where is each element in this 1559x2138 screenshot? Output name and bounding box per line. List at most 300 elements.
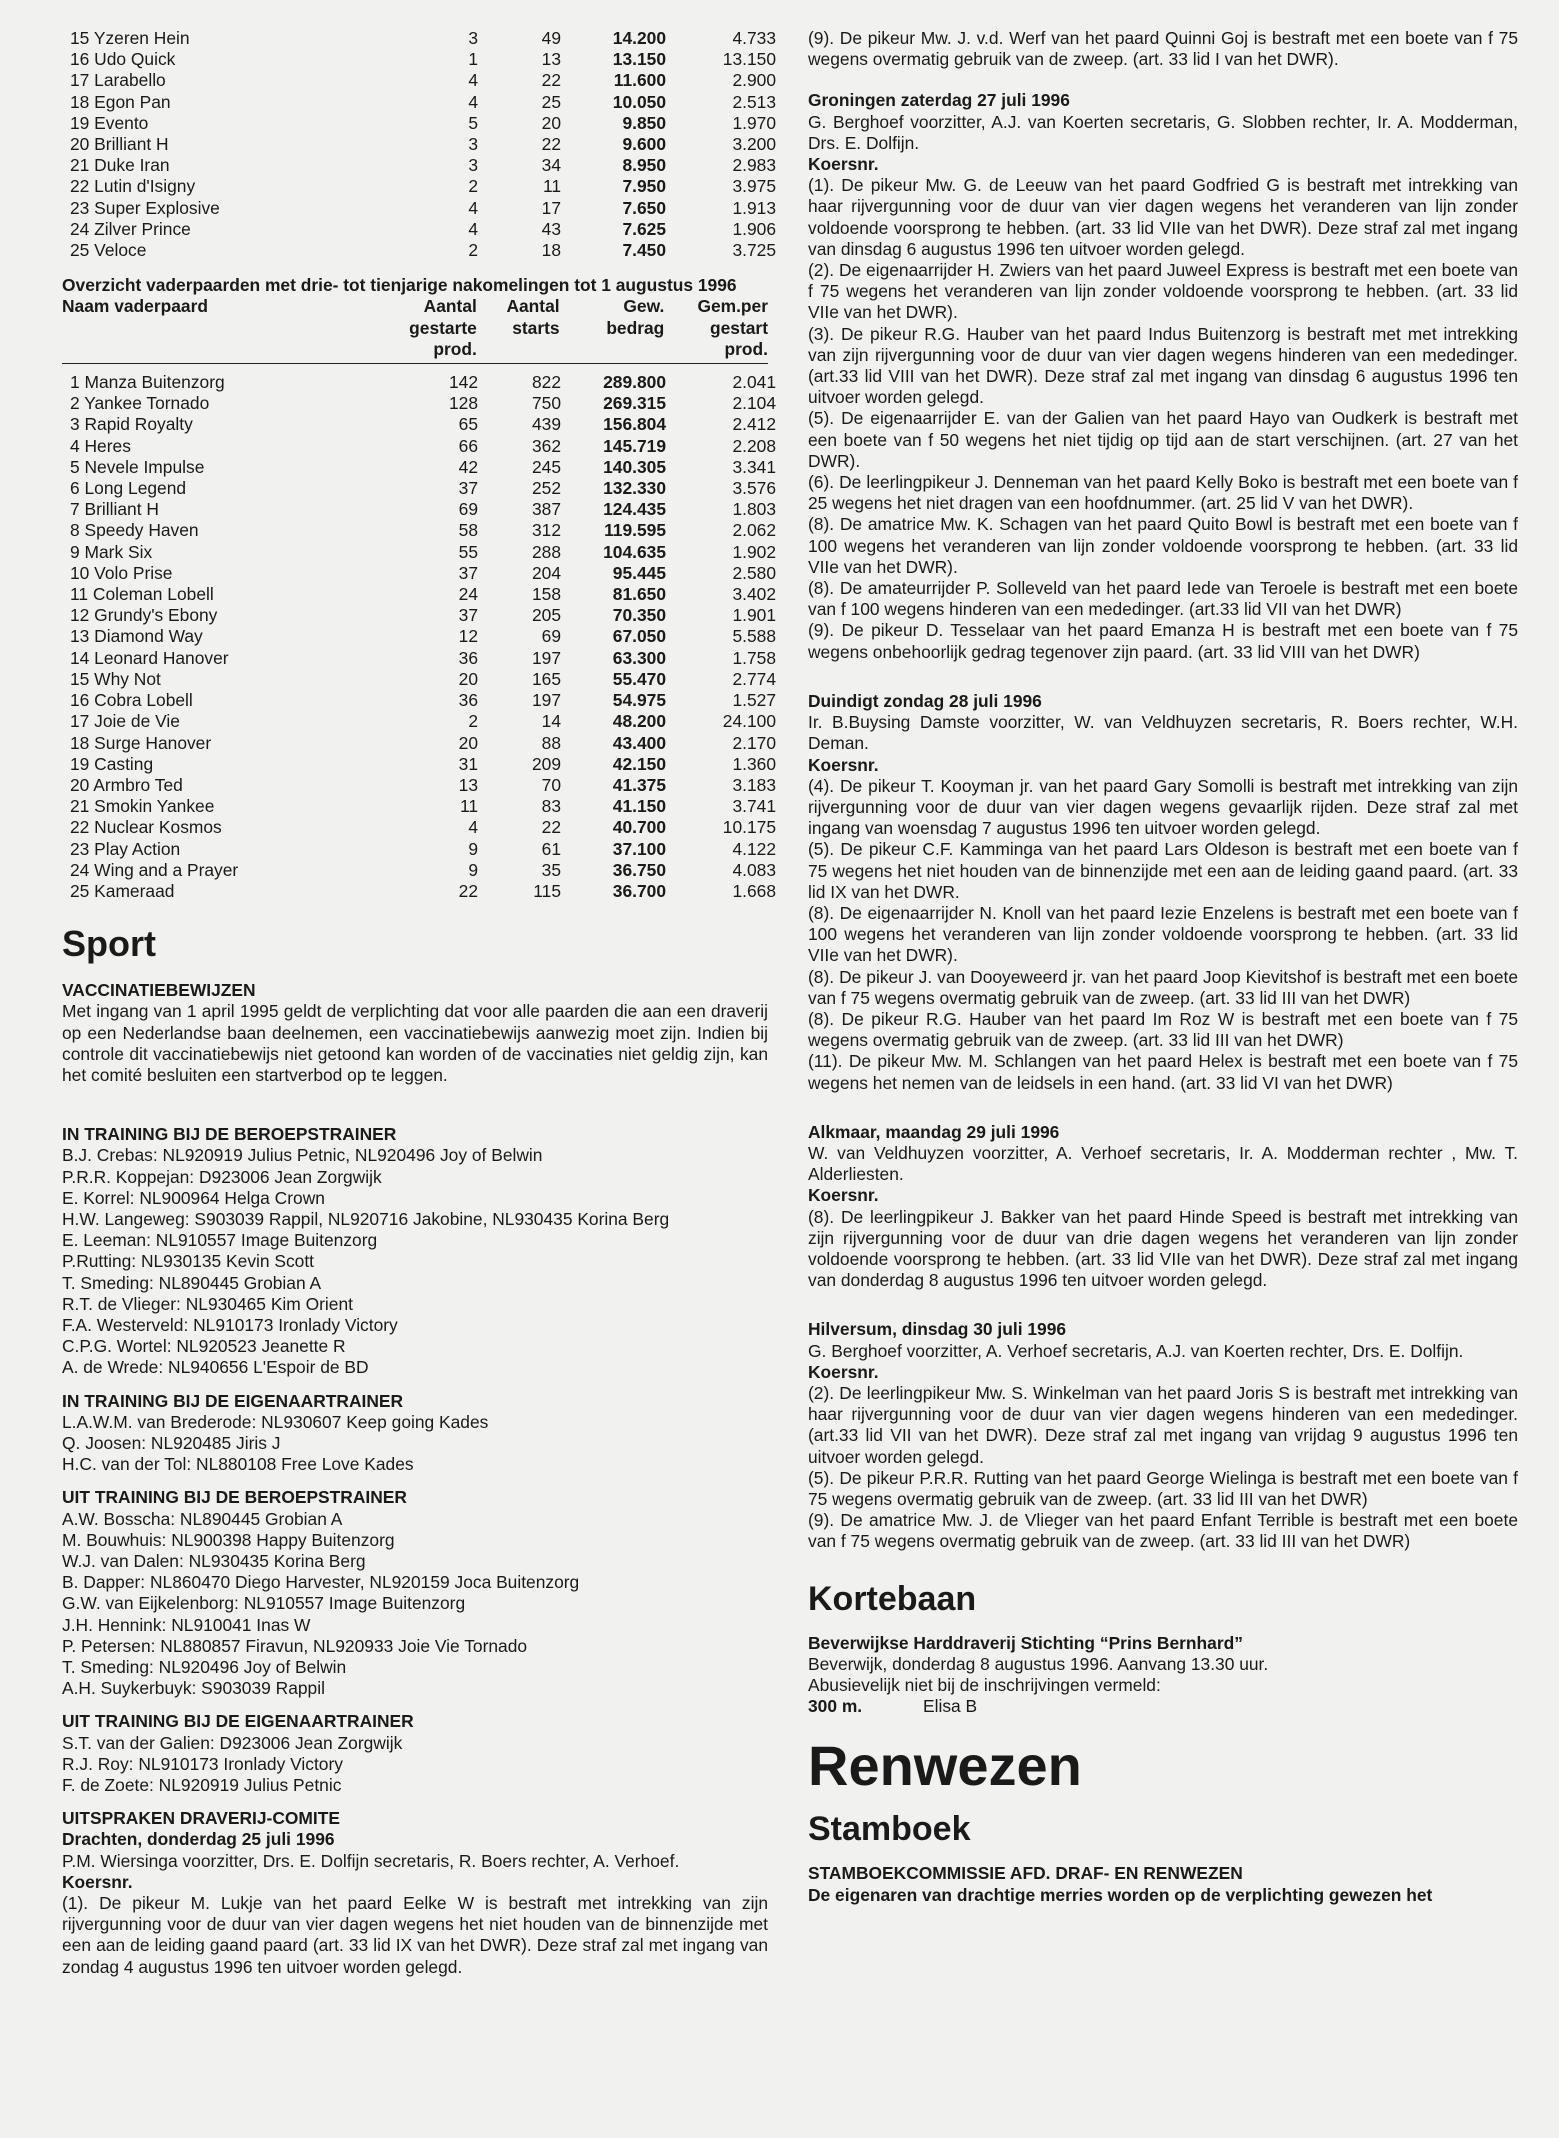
ruling-item: (11). De pikeur Mw. M. Schlangen van het paard Helex is bestraft met een boete van f 75 wegens het nemen van de leidsels in een hand. (art. 33 lid VI van het DWR) — [808, 1051, 1518, 1093]
training-block-title: UIT TRAINING BIJ DE EIGENAARTRAINER — [62, 1711, 414, 1732]
session-title: Alkmaar, maandag 29 juli 1996 — [808, 1121, 1060, 1142]
starts: 439 — [531, 414, 561, 435]
uitspraken-heading: UITSPRAKEN DRAVERIJ-COMITE — [62, 1808, 340, 1829]
ruling-item: (2). De leerlingpikeur Mw. S. Winkelman van het paard Joris S is bestraft met intrekking van haar rijvergunning voor de duur van vier dagen wegens hinderen van een mededinger. (art.33 lid VII van het DWR). Deze straf zal met ingang van vrijdag 9 augustus 1996 ten uitvoer worden gelegd. — [808, 1382, 1518, 1467]
earnings: 10.050 — [612, 91, 666, 112]
started-offspring: 2 — [468, 240, 478, 261]
drachten-heading: Drachten, donderdag 25 juli 1996 — [62, 1829, 335, 1850]
sire-name: 15 Yzeren Hein — [70, 28, 190, 48]
training-block — [62, 1124, 768, 1378]
session-title: Groningen zaterdag 27 juli 1996 — [808, 90, 1070, 111]
earnings: 140.305 — [603, 456, 666, 477]
training-block — [62, 1711, 768, 1796]
sport-heading: Sport — [62, 923, 156, 965]
average: 5.588 — [732, 626, 776, 647]
earnings: 36.700 — [612, 880, 666, 901]
table-row — [62, 92, 782, 113]
starts: 822 — [531, 372, 561, 393]
kortebaan-date-line: Beverwijk, donderdag 8 augustus 1996. Aanvang 13.30 uur. — [808, 1653, 1269, 1674]
ruling-item: (4). De pikeur T. Kooyman jr. van het paard Gary Somolli is bestraft met intrekking van zijn rijvergunning voor de duur van vier dagen wegens gevaarlijk rijden. Deze straf zal met ingang van woensdag 7 augustus 1996 ten uitvoer worden gelegd. — [808, 775, 1518, 839]
sire-name: 25 Kameraad — [70, 880, 175, 901]
starts: 70 — [541, 774, 561, 795]
started-offspring: 3 — [468, 134, 478, 155]
average: 2.041 — [732, 372, 776, 393]
earnings: 54.975 — [612, 690, 666, 711]
sire-name: 15 Why Not — [70, 668, 161, 689]
average: 3.576 — [732, 478, 776, 499]
training-block — [62, 1391, 768, 1476]
average: 2.170 — [732, 732, 776, 753]
training-entry: A.H. Suykerbuyk: S903039 Rappil — [62, 1678, 325, 1699]
starts: 115 — [533, 880, 561, 901]
starts: 288 — [531, 541, 561, 562]
continued-rulings — [808, 28, 1518, 70]
earnings: 119.595 — [604, 520, 666, 541]
table-row — [62, 796, 782, 817]
earnings: 9.850 — [622, 112, 666, 133]
starts: 252 — [531, 478, 561, 499]
table-row — [62, 669, 782, 690]
kortebaan-distance: 300 m. — [808, 1696, 863, 1717]
started-offspring: 20 — [458, 668, 478, 689]
earnings: 124.435 — [603, 499, 666, 520]
training-entry: T. Smeding: NL890445 Grobian A — [62, 1272, 322, 1293]
table-row — [62, 219, 782, 240]
started-offspring: 22 — [458, 880, 478, 901]
sire-name: 17 Joie de Vie — [70, 711, 180, 732]
overview-header-row — [62, 296, 768, 364]
earnings: 63.300 — [612, 647, 666, 668]
training-entry: P.R.R. Koppejan: D923006 Jean Zorgwijk — [62, 1166, 382, 1187]
starts: 22 — [541, 70, 561, 91]
started-offspring: 3 — [468, 28, 478, 48]
table-row — [62, 372, 782, 393]
earnings: 37.100 — [612, 838, 666, 859]
average: 1.803 — [732, 499, 776, 520]
starts: 197 — [531, 647, 561, 668]
starts: 158 — [531, 584, 561, 605]
stamboek-text: De eigenaren van drachtige merries worden op de verplichting gewezen het — [808, 1884, 1433, 1905]
earnings: 43.400 — [612, 732, 666, 753]
ruling-item: (2). De eigenaarrijder H. Zwiers van het paard Juweel Express is bestraft met een boete van f 75 wegens het veranderen van lijn zonder voldoende voorsprong te hebben. (art. 33 lid VIIe van het DWR). — [808, 260, 1518, 323]
starts: 35 — [541, 859, 561, 880]
started-offspring: 9 — [468, 859, 478, 880]
header-name: Naam vaderpaard — [62, 296, 208, 317]
session-title: Duindigt zondag 28 juli 1996 — [808, 690, 1042, 711]
table-row — [62, 626, 782, 647]
starts: 22 — [541, 134, 561, 155]
starts: 25 — [541, 91, 561, 112]
started-offspring: 36 — [458, 647, 478, 668]
average: 2.104 — [732, 393, 776, 414]
table-row — [62, 733, 782, 754]
started-offspring: 12 — [458, 626, 478, 647]
overview-table — [62, 372, 782, 902]
ruling-item: (5). De eigenaarrijder E. van der Galien van het paard Hayo van Oudkerk is bestraft met een boete van f 50 wegens het niet tijdig op tijd aan de start verschijnen. (art. 27 van het DWR). — [808, 408, 1518, 471]
session-committee: G. Berghoef voorzitter, A. Verhoef secretaris, A.J. van Koerten rechter, Drs. E. Dolfijn. — [808, 1340, 1464, 1361]
earnings: 41.150 — [612, 796, 666, 817]
starts: 43 — [541, 218, 561, 239]
average: 1.758 — [732, 647, 776, 668]
training-entry: S.T. van der Galien: D923006 Jean Zorgwijk — [62, 1732, 403, 1753]
training-entry: E. Korrel: NL900964 Helga Crown — [62, 1187, 325, 1208]
started-offspring: 3 — [468, 155, 478, 176]
earnings: 104.635 — [603, 541, 666, 562]
started-offspring: 37 — [458, 605, 478, 626]
starts: 750 — [531, 393, 561, 414]
table-row — [62, 436, 782, 457]
table-row — [62, 49, 782, 70]
starts: 18 — [541, 240, 561, 261]
sire-name: 12 Grundy's Ebony — [70, 605, 218, 626]
earnings: 269.315 — [603, 393, 666, 414]
average: 2.208 — [732, 435, 776, 456]
header-earnings: Gew. bedrag — [606, 296, 665, 338]
sire-name: 19 Casting — [70, 753, 154, 774]
training-entry: A.W. Bosscha: NL890445 Grobian A — [62, 1508, 343, 1529]
training-entry: R.J. Roy: NL910173 Ironlady Victory — [62, 1753, 343, 1774]
stamboek-subheading: STAMBOEKCOMMISSIE AFD. DRAF- EN RENWEZEN — [808, 1863, 1243, 1884]
earnings: 36.750 — [612, 859, 666, 880]
sire-name: 5 Nevele Impulse — [70, 456, 205, 477]
ruling-item: (9). De amatrice Mw. J. de Vlieger van het paard Enfant Terrible is bestraft met een boete van f 75 wegens overmatig gebruik van de zweep. (art. 33 lid III van het DWR) — [808, 1510, 1518, 1552]
sire-name: 24 Zilver Prince — [70, 218, 191, 239]
sire-name: 3 Rapid Royalty — [70, 414, 193, 435]
training-entry: B.J. Crebas: NL920919 Julius Petnic, NL920496 Joy of Belwin — [62, 1145, 543, 1166]
sire-name: 18 Surge Hanover — [70, 732, 212, 753]
started-offspring: 128 — [448, 393, 478, 414]
earnings: 48.200 — [612, 711, 666, 732]
average: 13.150 — [722, 49, 776, 70]
earnings: 7.625 — [622, 218, 666, 239]
table-row — [62, 70, 782, 91]
earnings: 145.719 — [603, 435, 666, 456]
starts: 17 — [541, 197, 561, 218]
average: 3.402 — [732, 584, 776, 605]
started-offspring: 4 — [468, 817, 478, 838]
starts: 205 — [531, 605, 561, 626]
training-block-title: IN TRAINING BIJ DE EIGENAARTRAINER — [62, 1390, 404, 1411]
training-block — [62, 1487, 768, 1699]
earnings: 67.050 — [612, 626, 666, 647]
started-offspring: 4 — [468, 70, 478, 91]
average: 2.900 — [732, 70, 776, 91]
ruling-item: (8). De pikeur R.G. Hauber van het paard Im Roz W is bestraft met een boete van f 75 wegens overmatig gebruik van de zweep. (art. 33 lid III van het DWR) — [808, 1008, 1518, 1051]
average: 2.774 — [732, 668, 776, 689]
average: 3.741 — [732, 796, 776, 817]
kortebaan-entry — [808, 1696, 1518, 1717]
earnings: 70.350 — [612, 605, 666, 626]
sire-name: 13 Diamond Way — [70, 626, 203, 647]
earnings: 14.200 — [612, 28, 666, 48]
starts: 83 — [541, 796, 561, 817]
starts: 312 — [531, 520, 561, 541]
header-starts: Aantal starts — [506, 296, 560, 338]
training-entry: Q. Joosen: NL920485 Jiris J — [62, 1432, 281, 1453]
starts: 165 — [531, 668, 561, 689]
starts: 362 — [531, 435, 561, 456]
average: 1.360 — [732, 753, 776, 774]
average: 2.580 — [732, 562, 776, 583]
vaccination-text: Met ingang van 1 april 1995 geldt de verplichting dat voor alle paarden die aan een draverij op een Nederlandse baan deelnemen, een vaccinatiebewijs aanwezig moet zijn. Indien bij controle dit vaccinatiebewijs niet getoond kan worden of de vaccinaties niet geldig zijn, kan het comité besluiten een startverbod op te leggen. — [62, 1001, 768, 1085]
table-row — [62, 414, 782, 435]
started-offspring: 4 — [468, 197, 478, 218]
training-entry: G.W. van Eijkelenborg: NL910557 Image Buitenzorg — [62, 1593, 466, 1614]
starts: 88 — [541, 732, 561, 753]
sire-name: 23 Play Action — [70, 838, 181, 859]
ruling-item: (9). De pikeur Mw. J. v.d. Werf van het paard Quinni Goj is bestraft met een boete van f 75 wegens overmatig gebruik van de zweep. (art. 33 lid I van het DWR). — [808, 28, 1518, 70]
starts: 49 — [541, 28, 561, 48]
started-offspring: 24 — [458, 584, 478, 605]
training-entry: L.A.W.M. van Brederode: NL930607 Keep going Kades — [62, 1411, 489, 1432]
table-row — [62, 457, 782, 478]
session-committee: Ir. B.Buysing Damste voorzitter, W. van Veldhuyzen secretaris, R. Boers rechter, W.H. Deman. — [808, 712, 1518, 754]
average: 3.200 — [732, 134, 776, 155]
table-row — [62, 393, 782, 414]
starts: 20 — [541, 112, 561, 133]
ruling-item: (1). De pikeur Mw. G. de Leeuw van het paard Godfried G is bestraft met intrekking van haar rijvergunning voor de duur van vier dagen wegens het veranderen van lijn zonder voldoende voorsprong te hebben. (art. 33 lid VIIe van het DWR). Deze straf zal met ingang van dinsdag 6 augustus 1996 ten uitvoer worden gelegd. — [808, 175, 1518, 259]
starts: 197 — [531, 690, 561, 711]
kortebaan-horse: Elisa B — [923, 1696, 978, 1717]
started-offspring: 2 — [468, 176, 478, 197]
table-row — [62, 198, 782, 219]
table-row — [62, 817, 782, 838]
ruling-item: (8). De amatrice Mw. K. Schagen van het paard Quito Bowl is bestraft met een boete van f 100 wegens het veranderen van lijn zonder voldoende voorsprong te hebben. (art. 33 lid VIIe van het DWR). — [808, 514, 1518, 577]
average: 3.341 — [732, 456, 776, 477]
ruling-item: (8). De amateurrijder P. Solleveld van het paard Iede van Teroele is bestraft met een boete van f 100 wegens hinderen van een mededinger. (art.33 lid VII van het DWR) — [808, 578, 1518, 620]
sire-name: 1 Manza Buitenzorg — [70, 372, 225, 393]
started-offspring: 5 — [468, 112, 478, 133]
sire-name: 23 Super Explosive — [70, 197, 220, 218]
table-row — [62, 113, 782, 134]
drachten-koersnr: Koersnr. — [62, 1871, 133, 1892]
earnings: 41.375 — [612, 774, 666, 795]
average: 10.175 — [722, 817, 776, 838]
average: 1.970 — [732, 112, 776, 133]
training-entry: H.C. van der Tol: NL880108 Free Love Kades — [62, 1454, 414, 1475]
session-koersnr: Koersnr. — [808, 1361, 879, 1382]
overview-title: Overzicht vaderpaarden met drie- tot tienjarige nakomelingen tot 1 augustus 1996 — [62, 275, 737, 296]
table-row — [62, 134, 782, 155]
training-entry: A. de Wrede: NL940656 L'Espoir de BD — [62, 1357, 369, 1378]
starts: 61 — [541, 838, 561, 859]
started-offspring: 37 — [458, 478, 478, 499]
table-row — [62, 478, 782, 499]
started-offspring: 4 — [468, 218, 478, 239]
table-row — [62, 563, 782, 584]
table-row — [62, 240, 782, 261]
table-row — [62, 860, 782, 881]
sire-name: 17 Larabello — [70, 70, 166, 91]
ruling-item: (9). De pikeur D. Tesselaar van het paard Emanza H is bestraft met een boete van f 75 wegens onbehoorlijk gedrag tegenover zijn paard. (art. 33 lid VIII van het DWR) — [808, 620, 1518, 662]
table-row — [62, 711, 782, 732]
average: 2.062 — [732, 520, 776, 541]
average: 1.906 — [732, 218, 776, 239]
ruling-item: (8). De eigenaarrijder N. Knoll van het paard Iezie Enzelens is bestraft met een boete van f 100 wegens het veranderen van lijn zonder voldoende voorsprong te hebben. (art. 33 lid VIIe van het DWR). — [808, 902, 1518, 966]
session-block — [808, 691, 1518, 1094]
starts: 34 — [541, 155, 561, 176]
average: 1.527 — [732, 690, 776, 711]
sire-name: 8 Speedy Haven — [70, 520, 199, 541]
sire-name: 19 Evento — [70, 112, 149, 133]
earnings-table-continued — [62, 28, 782, 261]
average: 2.983 — [732, 155, 776, 176]
table-row — [62, 542, 782, 563]
starts: 209 — [531, 753, 561, 774]
kortebaan-heading: Kortebaan — [808, 1579, 977, 1618]
average: 24.100 — [722, 711, 776, 732]
sire-name: 21 Duke Iran — [70, 155, 170, 176]
header-average: Gem.per gestart prod. — [697, 296, 768, 359]
table-row — [62, 155, 782, 176]
started-offspring: 142 — [448, 372, 478, 393]
vaccination-heading: VACCINATIEBEWIJZEN — [62, 980, 256, 1001]
earnings: 11.600 — [613, 70, 666, 91]
stamboek-heading: Stamboek — [808, 1810, 971, 1849]
drachten-committee: P.M. Wiersinga voorzitter, Drs. E. Dolfijn secretaris, R. Boers rechter, A. Verhoef. — [62, 1850, 680, 1871]
sire-name: 25 Veloce — [70, 240, 147, 261]
starts: 14 — [541, 711, 561, 732]
session-koersnr: Koersnr. — [808, 154, 879, 175]
sire-name: 18 Egon Pan — [70, 91, 171, 112]
started-offspring: 1 — [468, 49, 478, 70]
earnings: 8.950 — [622, 155, 666, 176]
started-offspring: 11 — [459, 796, 478, 817]
renwezen-heading: Renwezen — [808, 1734, 1082, 1798]
sire-name: 11 Coleman Lobell — [70, 584, 214, 605]
session-koersnr: Koersnr. — [808, 754, 879, 775]
ruling-item: (8). De leerlingpikeur J. Bakker van het paard Hinde Speed is bestraft met intrekking van zijn rijvergunning voor de duur van drie dagen wegens het veranderen van lijn zonder voldoende voorsprong te hebben. (art. 33 lid VIIe van het DWR). Deze straf zal met ingang van donderdag 8 augustus 1996 ten uitvoer worden gelegd. — [808, 1206, 1518, 1291]
session-block — [808, 90, 1518, 662]
earnings: 132.330 — [603, 478, 666, 499]
session-block — [808, 1319, 1518, 1552]
started-offspring: 65 — [458, 414, 478, 435]
started-offspring: 42 — [458, 456, 478, 477]
average: 2.412 — [732, 414, 776, 435]
session-committee: W. van Veldhuyzen voorzitter, A. Verhoef secretaris, Ir. A. Modderman rechter , Mw. T. Alderliesten. — [808, 1142, 1518, 1185]
training-entry: F. de Zoete: NL920919 Julius Petnic — [62, 1775, 342, 1796]
session-block — [808, 1122, 1518, 1292]
right-column — [808, 28, 1518, 1906]
starts: 11 — [542, 176, 561, 197]
training-entry: P.Rutting: NL930135 Kevin Scott — [62, 1251, 315, 1272]
sire-name: 20 Brilliant H — [70, 134, 169, 155]
training-entry: F.A. Westerveld: NL910173 Ironlady Victory — [62, 1314, 398, 1335]
ruling-item: (5). De pikeur C.F. Kamminga van het paard Lars Oldeson is bestraft met een boete van f 75 wegens het niet houden van de binnenzijde met een aan de leiding gaand paard. (art. 33 lid IX van het DWR. — [808, 839, 1518, 902]
started-offspring: 4 — [468, 91, 478, 112]
started-offspring: 36 — [458, 690, 478, 711]
drachten-rulings — [62, 1893, 768, 1978]
earnings: 7.450 — [622, 240, 666, 261]
session-title: Hilversum, dinsdag 30 juli 1996 — [808, 1319, 1067, 1340]
training-entry: J.H. Hennink: NL910041 Inas W — [62, 1614, 311, 1635]
average: 4.083 — [732, 859, 776, 880]
average: 1.901 — [732, 605, 776, 626]
starts: 22 — [541, 817, 561, 838]
training-entry: T. Smeding: NL920496 Joy of Belwin — [62, 1657, 347, 1678]
earnings: 7.950 — [622, 176, 666, 197]
average: 1.668 — [732, 880, 776, 901]
table-row — [62, 754, 782, 775]
sire-name: 24 Wing and a Prayer — [70, 859, 239, 880]
earnings: 156.804 — [603, 414, 666, 435]
earnings: 40.700 — [612, 817, 666, 838]
sire-name: 10 Volo Prise — [70, 562, 173, 583]
earnings: 7.650 — [622, 197, 666, 218]
sire-name: 4 Heres — [70, 435, 131, 456]
started-offspring: 37 — [458, 562, 478, 583]
sire-name: 20 Armbro Ted — [70, 774, 183, 795]
table-row — [62, 881, 782, 902]
training-block-title: IN TRAINING BIJ DE BEROEPSTRAINER — [62, 1124, 397, 1145]
sire-name: 9 Mark Six — [70, 541, 153, 562]
training-entry: M. Bouwhuis: NL900398 Happy Buitenzorg — [62, 1529, 395, 1550]
sire-name: 7 Brilliant H — [70, 499, 159, 520]
session-committee: G. Berghoef voorzitter, A.J. van Koerten secretaris, G. Slobben rechter, Ir. A. Modderman, Drs. E. Dolfijn. — [808, 111, 1518, 153]
training-entry: R.T. de Vlieger: NL930465 Kim Orient — [62, 1293, 353, 1314]
earnings: 42.150 — [612, 753, 666, 774]
earnings: 55.470 — [612, 668, 666, 689]
starts: 13 — [541, 49, 561, 70]
ruling-item: (8). De pikeur J. van Dooyeweerd jr. van het paard Joop Kievitshof is bestraft met een boete van f 75 wegens overmatig gebruik van de zweep. (art. 33 lid III van het DWR) — [808, 966, 1518, 1008]
training-entry: W.J. van Dalen: NL930435 Korina Berg — [62, 1551, 366, 1571]
race-sessions — [808, 90, 1518, 1552]
average: 1.902 — [732, 541, 776, 562]
training-entry: B. Dapper: NL860470 Diego Harvester, NL920159 Joca Buitenzorg — [62, 1572, 580, 1593]
table-row — [62, 839, 782, 860]
ruling-item: (3). De pikeur R.G. Hauber van het paard Indus Buitenzorg is bestraft met met intrekking van zijn rijvergunning voor de duur van vier dagen wegens hinderen van een mededinger. (art.33 lid VIII van het DWR). Deze straf zal met ingang van dinsdag 6 augustus 1996 ten uitvoer worden gelegd. — [808, 323, 1518, 408]
starts: 69 — [541, 626, 561, 647]
sire-name: 2 Yankee Tornado — [70, 393, 210, 414]
starts: 387 — [531, 499, 561, 520]
table-row — [62, 28, 782, 49]
training-entry: H.W. Langeweg: S903039 Rappil, NL920716 Jakobine, NL930435 Korina Berg — [62, 1208, 670, 1229]
average: 2.513 — [732, 91, 776, 112]
starts: 245 — [531, 456, 561, 477]
training-entry: P. Petersen: NL880857 Firavun, NL920933 Joie Vie Tornado — [62, 1635, 528, 1656]
kortebaan-organisation: Beverwijkse Harddraverij Stichting “Prins Bernhard” — [808, 1632, 1243, 1653]
ruling-item: (1). De pikeur M. Lukje van het paard Eelke W is bestraft met intrekking van zijn rijvergunning voor de duur van vier dagen wegens het niet houden van de binnenzijde met een aan de leiding gaand paard (art. 33 lid IX van het DWR). Deze straf zal met ingang van zondag 4 augustus 1996 ten uitvoer worden gelegd. — [62, 1893, 768, 1977]
earnings: 13.150 — [612, 49, 666, 70]
started-offspring: 58 — [458, 520, 478, 541]
started-offspring: 69 — [458, 499, 478, 520]
training-entry: C.P.G. Wortel: NL920523 Jeanette R — [62, 1336, 346, 1357]
table-row — [62, 648, 782, 669]
table-row — [62, 605, 782, 626]
header-started-offspring: Aantal gestarte prod. — [409, 296, 477, 359]
session-koersnr: Koersnr. — [808, 1185, 879, 1206]
started-offspring: 2 — [468, 711, 478, 732]
sire-name: 21 Smokin Yankee — [70, 796, 215, 817]
training-block-title: UIT TRAINING BIJ DE BEROEPSTRAINER — [62, 1487, 407, 1508]
starts: 204 — [531, 562, 561, 583]
earnings: 95.445 — [612, 562, 666, 583]
left-column — [62, 28, 776, 1978]
table-row — [62, 499, 782, 520]
sire-name: 14 Leonard Hanover — [70, 647, 229, 668]
earnings: 81.650 — [612, 584, 666, 605]
earnings: 289.800 — [603, 372, 666, 393]
average: 4.733 — [732, 28, 776, 48]
table-row — [62, 520, 782, 541]
kortebaan-note: Abusievelijk niet bij de inschrijvingen vermeld: — [808, 1675, 1161, 1696]
sire-name: 16 Udo Quick — [70, 49, 176, 70]
sire-name: 16 Cobra Lobell — [70, 690, 193, 711]
sire-name: 6 Long Legend — [70, 478, 187, 499]
started-offspring: 55 — [458, 541, 478, 562]
started-offspring: 66 — [458, 435, 478, 456]
sire-name: 22 Nuclear Kosmos — [70, 817, 222, 838]
